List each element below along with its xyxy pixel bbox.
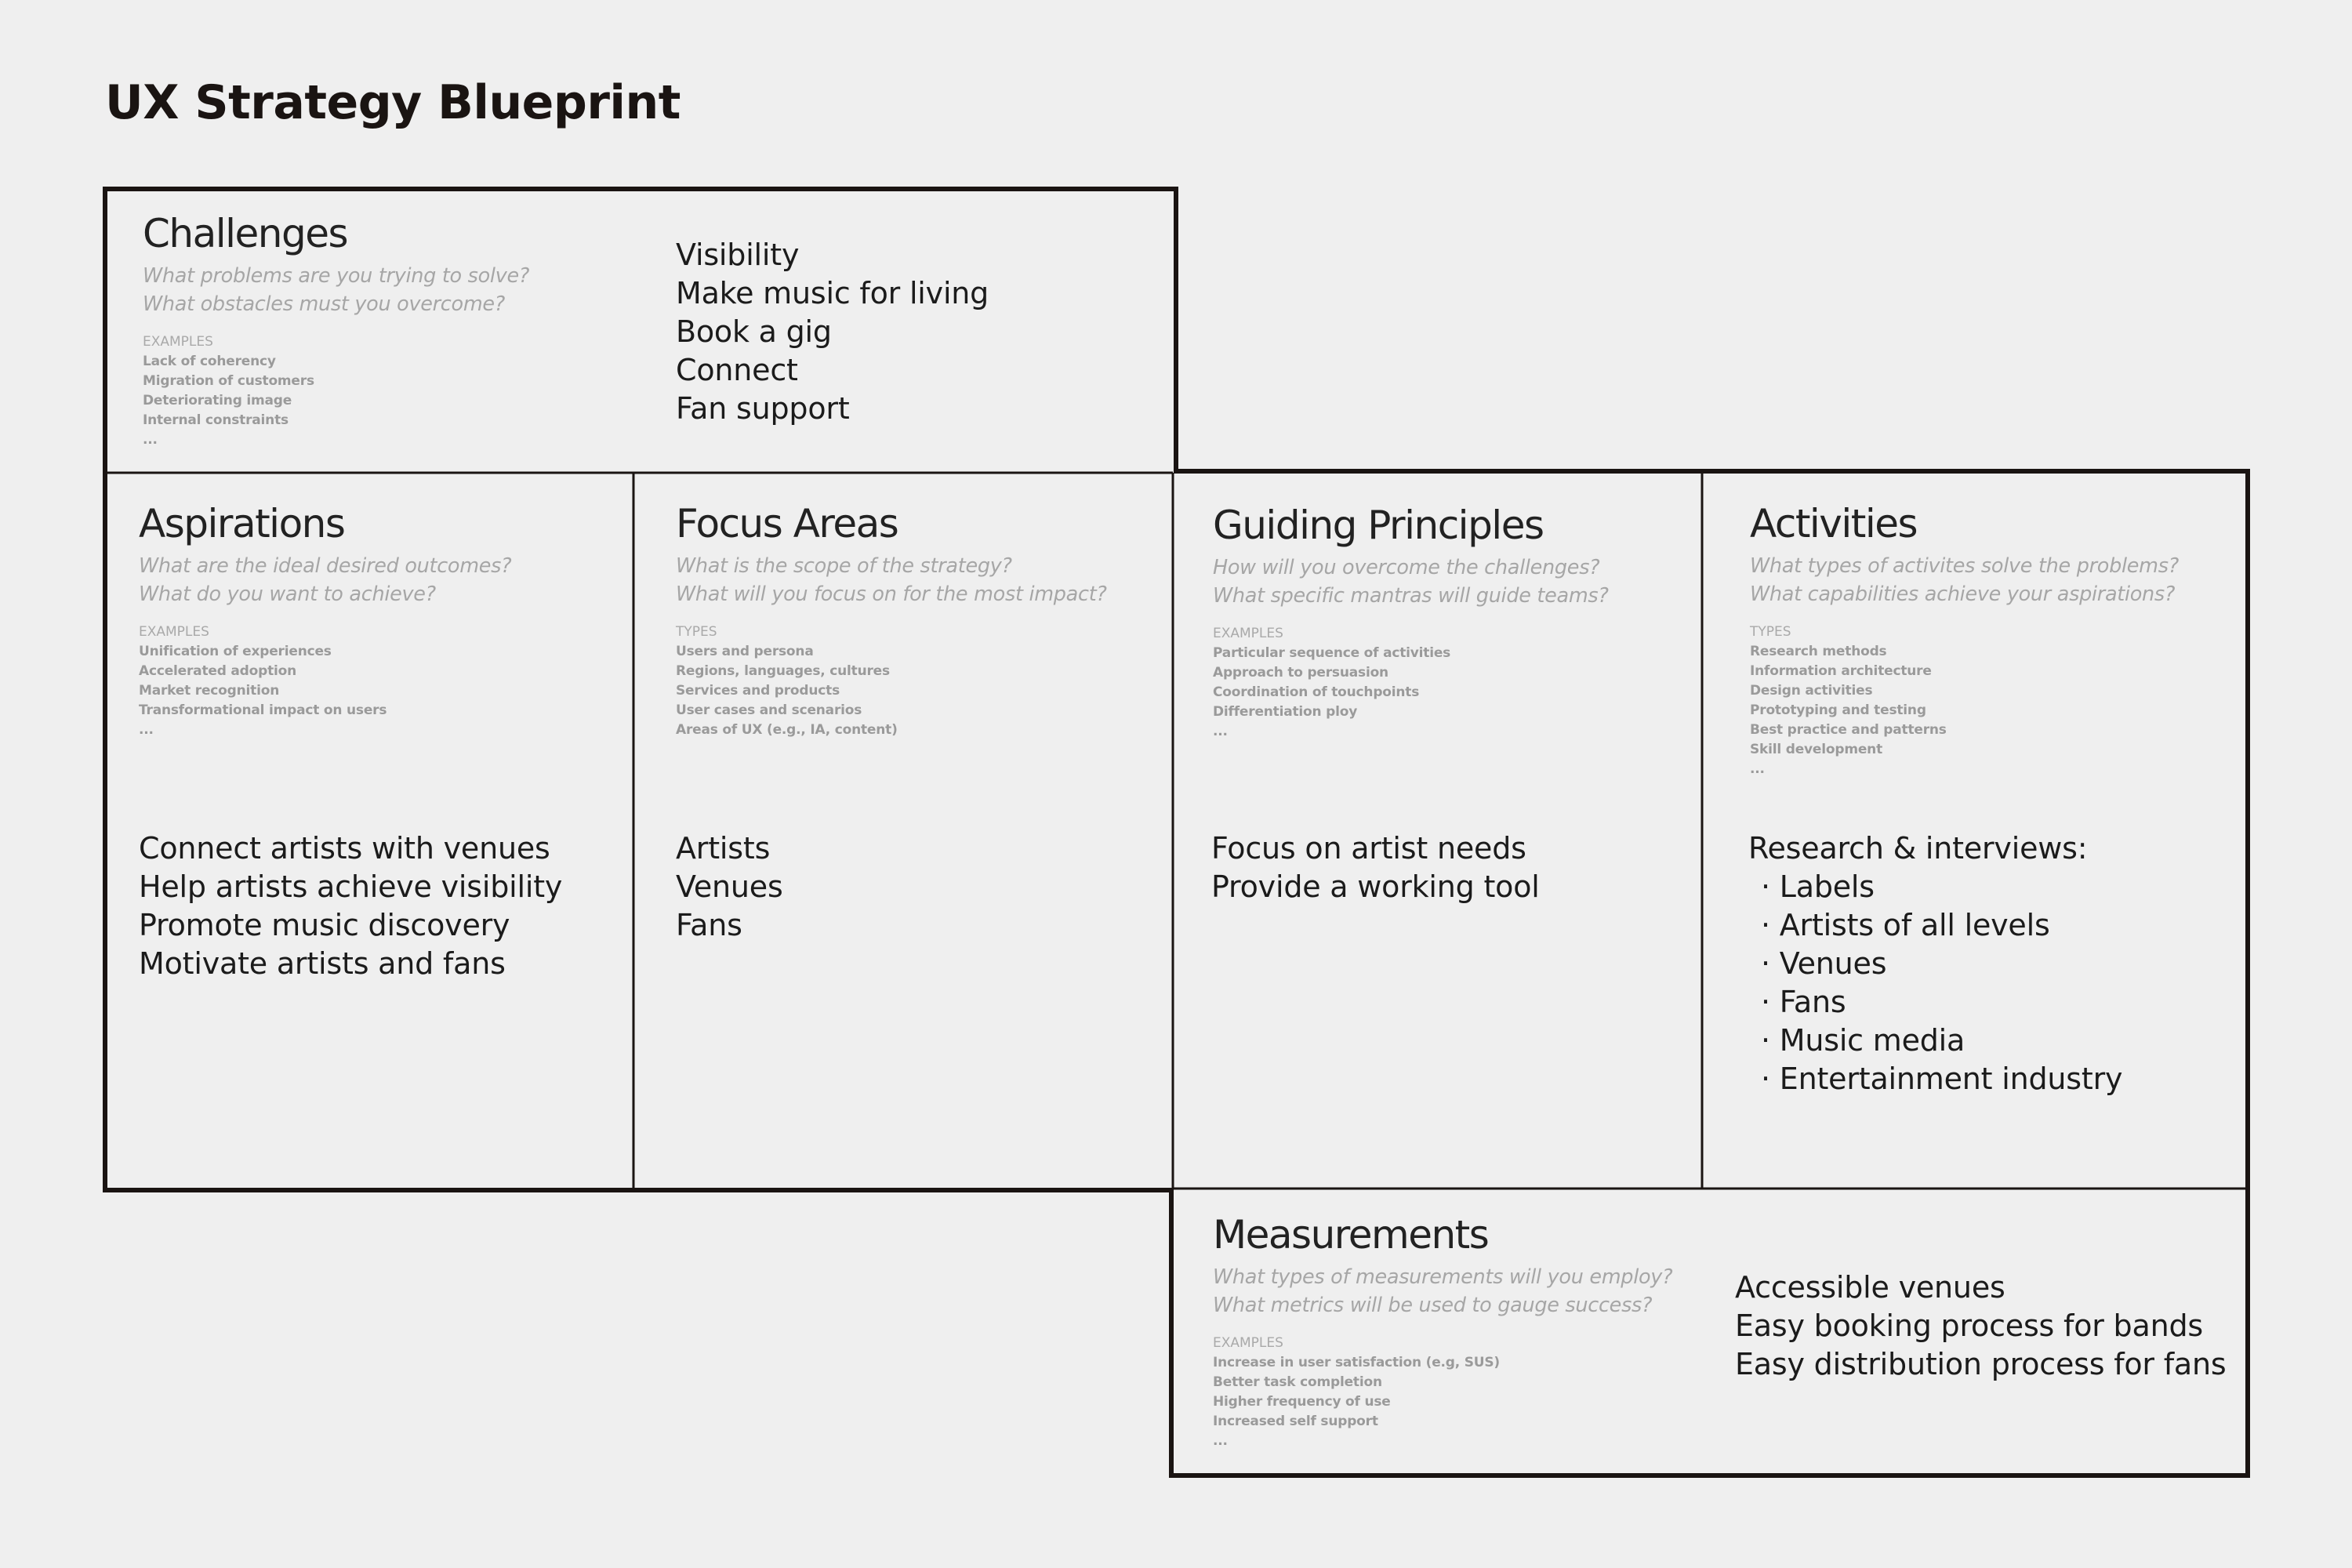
guiding-principles-example-list bbox=[1213, 644, 1691, 742]
activities-prompts: What types of activites solve the problems? What capabilities achieve your aspirations? bbox=[1750, 554, 2179, 606]
list-item: Prototyping and testing bbox=[1750, 702, 1926, 718]
activities-answers bbox=[1748, 829, 2122, 1098]
measurements-heading: Measurements bbox=[1213, 1212, 1489, 1258]
measurements-list-label: EXAMPLES bbox=[1213, 1335, 1283, 1351]
answer-item: · Fans bbox=[1761, 985, 1846, 1019]
measurements-cell bbox=[1213, 1211, 1699, 1451]
list-item: Transformational impact on users bbox=[139, 702, 387, 718]
focus-areas-answers bbox=[676, 829, 783, 945]
answer-item: Provide a working tool bbox=[1211, 869, 1540, 904]
focus-areas-heading: Focus Areas bbox=[676, 501, 898, 546]
list-item: Internal constraints bbox=[143, 412, 289, 428]
list-item: Unification of experiences bbox=[139, 644, 332, 659]
activities-heading: Activities bbox=[1750, 501, 1918, 546]
list-item: Approach to persuasion bbox=[1213, 665, 1388, 681]
aspirations-list-label: EXAMPLES bbox=[139, 624, 209, 640]
list-item: Higher frequency of use bbox=[1213, 1394, 1391, 1410]
challenges-heading: Challenges bbox=[143, 211, 348, 256]
list-item: Research methods bbox=[1750, 644, 1887, 659]
list-item: ... bbox=[1213, 1433, 1228, 1449]
list-item: Deteriorating image bbox=[143, 393, 292, 408]
focus-areas-list-label: TYPES bbox=[676, 624, 717, 640]
list-item: Best practice and patterns bbox=[1750, 722, 1947, 738]
answer-item: Connect artists with venues bbox=[139, 831, 550, 866]
answer-item: Promote music discovery bbox=[139, 908, 510, 942]
measurements-example-list bbox=[1213, 1353, 1699, 1451]
list-item: Users and persona bbox=[676, 644, 814, 659]
list-item: User cases and scenarios bbox=[676, 702, 862, 718]
aspirations-example-list bbox=[139, 642, 625, 740]
list-item: Design activities bbox=[1750, 683, 1873, 699]
list-item: Increase in user satisfaction (e.g, SUS) bbox=[1213, 1355, 1500, 1370]
measurements-prompts: What types of measurements will you employ? What metrics will be used to gauge success? bbox=[1213, 1265, 1673, 1317]
page-title: UX Strategy Blueprint bbox=[105, 75, 681, 130]
list-item: ... bbox=[1750, 761, 1765, 777]
list-item: Migration of customers bbox=[143, 373, 314, 389]
answer-item: Motivate artists and fans bbox=[139, 946, 506, 981]
list-item: Market recognition bbox=[139, 683, 280, 699]
answer-title: Research & interviews: bbox=[1748, 831, 2088, 866]
list-item: Regions, languages, cultures bbox=[676, 663, 890, 679]
answer-item: Connect bbox=[676, 353, 798, 387]
challenges-cell bbox=[143, 210, 629, 450]
answer-item: Fans bbox=[676, 908, 742, 942]
answer-item: Make music for living bbox=[676, 276, 989, 310]
list-item: ... bbox=[139, 722, 154, 738]
activities-list-label: TYPES bbox=[1750, 624, 1791, 640]
list-item: ... bbox=[1213, 724, 1228, 739]
aspirations-cell bbox=[139, 500, 625, 740]
list-item: Particular sequence of activities bbox=[1213, 645, 1451, 661]
focus-areas-cell bbox=[676, 500, 1162, 740]
list-item: Increased self support bbox=[1213, 1414, 1378, 1429]
list-item: Lack of coherency bbox=[143, 354, 276, 369]
activities-type-list bbox=[1750, 642, 2236, 779]
challenges-answers bbox=[676, 236, 989, 428]
answer-item: Book a gig bbox=[676, 314, 832, 349]
guiding-principles-heading: Guiding Principles bbox=[1213, 503, 1544, 548]
list-item: Services and products bbox=[676, 683, 840, 699]
answer-item: Easy distribution process for fans bbox=[1735, 1347, 2227, 1381]
guiding-principles-list-label: EXAMPLES bbox=[1213, 626, 1283, 641]
list-item: Differentiation ploy bbox=[1213, 704, 1358, 720]
guiding-principles-cell bbox=[1213, 502, 1691, 742]
guiding-principles-prompts: How will you overcome the challenges? What specific mantras will guide teams? bbox=[1213, 556, 1609, 608]
list-item: Areas of UX (e.g., IA, content) bbox=[676, 722, 898, 738]
aspirations-heading: Aspirations bbox=[139, 501, 345, 546]
list-item: Skill development bbox=[1750, 742, 1883, 757]
answer-item: · Music media bbox=[1761, 1023, 1965, 1058]
answer-item: Venues bbox=[676, 869, 783, 904]
focus-areas-prompts: What is the scope of the strategy? What will you focus on for the most impact? bbox=[676, 554, 1107, 606]
list-item: Coordination of touchpoints bbox=[1213, 684, 1420, 700]
aspirations-prompts: What are the ideal desired outcomes? What do you want to achieve? bbox=[139, 554, 512, 606]
answer-item: Easy booking process for bands bbox=[1735, 1308, 2203, 1343]
list-item: Better task completion bbox=[1213, 1374, 1382, 1390]
guiding-principles-answers bbox=[1211, 829, 1540, 906]
aspirations-answers bbox=[139, 829, 562, 983]
answer-item: Accessible venues bbox=[1735, 1270, 2005, 1305]
answer-item: Artists bbox=[676, 831, 771, 866]
answer-item: Focus on artist needs bbox=[1211, 831, 1526, 866]
focus-areas-type-list bbox=[676, 642, 1162, 740]
challenges-list-label: EXAMPLES bbox=[143, 334, 213, 350]
answer-item: Visibility bbox=[676, 238, 800, 272]
list-item: Accelerated adoption bbox=[139, 663, 297, 679]
answer-item: · Labels bbox=[1761, 869, 1875, 904]
challenges-prompts: What problems are you trying to solve? What obstacles must you overcome? bbox=[143, 264, 530, 316]
challenges-example-list bbox=[143, 352, 629, 450]
measurements-answers bbox=[1735, 1269, 2226, 1384]
answer-item: Help artists achieve visibility bbox=[139, 869, 563, 904]
answer-item: · Entertainment industry bbox=[1761, 1062, 2123, 1096]
answer-item: · Venues bbox=[1761, 946, 1887, 981]
list-item: Information architecture bbox=[1750, 663, 1932, 679]
answer-item: Fan support bbox=[676, 391, 850, 426]
answer-item: · Artists of all levels bbox=[1761, 908, 2050, 942]
list-item: ... bbox=[143, 432, 158, 448]
activities-cell bbox=[1750, 500, 2236, 779]
